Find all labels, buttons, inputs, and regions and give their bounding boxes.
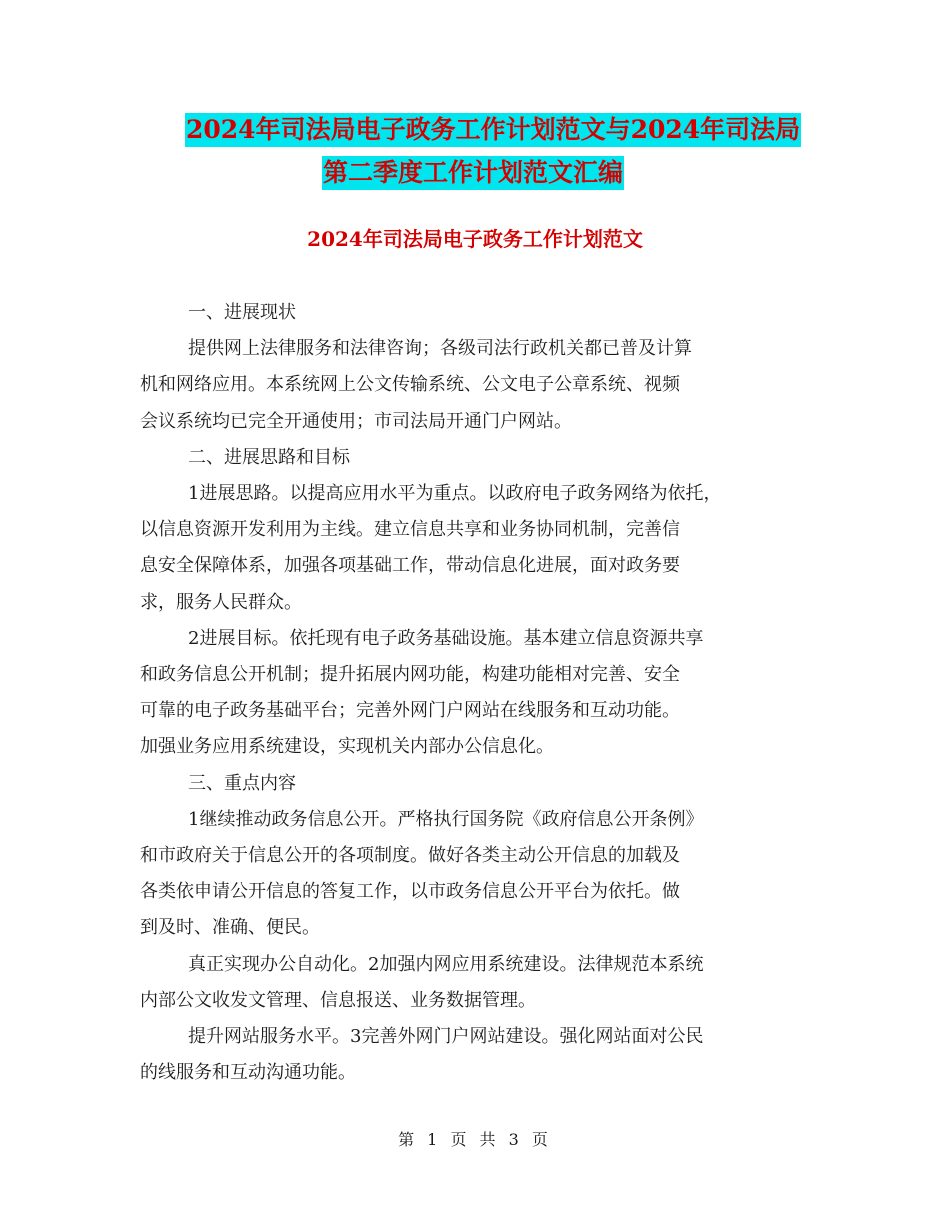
document-body <box>140 295 830 1091</box>
body-line: 1继续推动政务信息公开。严格执行国务院《政府信息公开条例》 <box>188 808 704 830</box>
body-line: 2进展目标。依托现有电子政务基础设施。基本建立信息资源共享 <box>188 627 704 649</box>
body-line: 真正实现办公自动化。2加强内网应用系统建设。法律规范本系统 <box>188 953 704 975</box>
body-line: 会议系统均已完全开通使用；市司法局开通门户网站。 <box>140 410 572 432</box>
body-line: 和市政府关于信息公开的各项制度。做好各类主动公开信息的加载及 <box>140 845 680 867</box>
body-line: 提供网上法律服务和法律咨询；各级司法行政机关都已普及计算 <box>188 338 692 360</box>
body-line: 加强业务应用系统建设，实现机关内部办公信息化。 <box>140 736 554 758</box>
body-line: 一、进展现状 <box>188 302 296 323</box>
document-title-line-1: 2024年司法局电子政务工作计划范文与2024年司法局 <box>185 113 801 147</box>
page-number-footer: 第 1 页 共 3 页 <box>398 1130 552 1149</box>
body-line: 息安全保障体系，加强各项基础工作，带动信息化进展，面对政务要 <box>140 555 680 577</box>
body-line: 和政务信息公开机制；提升拓展内网功能，构建功能相对完善、安全 <box>140 664 680 686</box>
section-title: 2024年司法局电子政务工作计划范文 <box>307 227 643 251</box>
body-line: 机和网络应用。本系统网上公文传输系统、公文电子公章系统、视频 <box>140 374 680 396</box>
body-line: 各类依申请公开信息的答复工作，以市政务信息公开平台为依托。做 <box>140 881 680 903</box>
body-line: 的线服务和互动沟通功能。 <box>140 1062 356 1084</box>
body-line: 求，服务人民群众。 <box>140 591 302 613</box>
body-line: 到及时、准确、便民。 <box>140 917 320 939</box>
document-title-line-2: 第二季度工作计划范文汇编 <box>322 156 624 190</box>
body-line: 可靠的电子政务基础平台；完善外网门户网站在线服务和互动功能。 <box>140 700 680 722</box>
body-line: 提升网站服务水平。3完善外网门户网站建设。强化网站面对公民 <box>188 1026 704 1048</box>
body-line: 1进展思路。以提高应用水平为重点。以政府电子政务网络为依托， <box>188 483 722 505</box>
body-line: 内部公文收发文管理、信息报送、业务数据管理。 <box>140 989 536 1011</box>
body-line: 三、重点内容 <box>188 772 296 794</box>
body-line: 以信息资源开发利用为主线。建立信息共享和业务协同机制，完善信 <box>140 519 680 541</box>
body-line: 二、进展思路和目标 <box>188 446 350 468</box>
